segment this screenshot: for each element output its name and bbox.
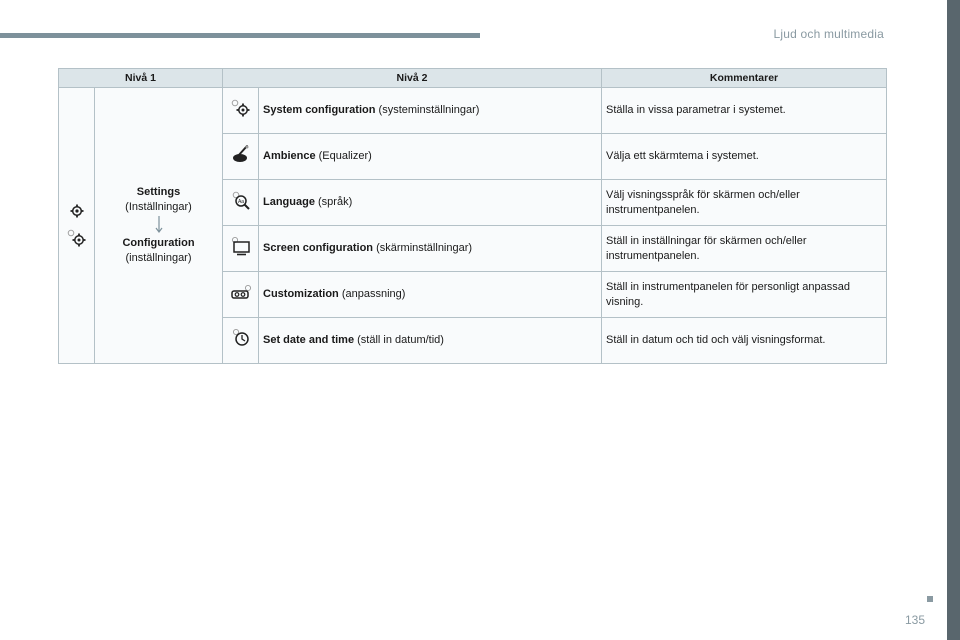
level2-subtitle: (Equalizer) xyxy=(315,150,372,162)
level2-subtitle: (skärminställningar) xyxy=(373,242,473,254)
level2-icon-cell xyxy=(223,226,259,272)
ambience-icon xyxy=(230,144,252,164)
table-row xyxy=(59,88,887,134)
level2-label-cell xyxy=(259,180,602,226)
comment-cell: Ställ in inställningar för skärmen och/eller instrumentpanelen. xyxy=(602,226,887,272)
level1-configuration-sublabel: (inställningar) xyxy=(125,252,192,264)
level2-title: Ambience xyxy=(263,150,316,162)
settings-menu-table xyxy=(58,68,887,364)
screen-configuration-icon xyxy=(230,236,252,256)
level1-settings-label: Settings xyxy=(136,186,181,198)
level2-title: Screen configuration xyxy=(263,242,374,254)
gear-icon xyxy=(70,204,84,218)
header-accent-bar xyxy=(0,33,480,38)
level2-icon-cell xyxy=(223,318,259,364)
level2-subtitle: (systeminställningar) xyxy=(375,104,480,116)
level2-title: Customization xyxy=(263,288,339,300)
comment-cell: Ställa in vissa parametrar i systemet. xyxy=(602,88,887,134)
level2-label-cell xyxy=(259,134,602,180)
level2-label-cell xyxy=(259,272,602,318)
column-header-level1: Nivå 1 xyxy=(59,69,223,88)
comment-cell: Ställ in instrumentpanelen för personligt anpassad visning. xyxy=(602,272,887,318)
page-marker xyxy=(927,596,933,602)
level2-subtitle: (ställ in datum/tid) xyxy=(354,334,444,346)
level2-icon-cell xyxy=(223,134,259,180)
comment-cell: Ställ in datum och tid och välj visningsformat. xyxy=(602,318,887,364)
page-side-bar xyxy=(947,0,960,640)
level2-label-cell xyxy=(259,226,602,272)
table-header-row xyxy=(59,69,887,88)
level2-icon-cell xyxy=(223,88,259,134)
level2-title: Set date and time xyxy=(263,334,355,346)
customization-icon xyxy=(230,284,252,300)
level1-configuration-label: Configuration xyxy=(122,237,195,249)
page-number: 135 xyxy=(905,613,926,627)
level2-title: Language xyxy=(263,196,315,208)
comment-cell: Välj visningsspråk för skärmen och/eller instrumentpanelen. xyxy=(602,180,887,226)
column-header-comments: Kommentarer xyxy=(602,69,887,88)
level2-subtitle: (språk) xyxy=(314,196,353,208)
level2-label-cell xyxy=(259,318,602,364)
clock-icon xyxy=(230,328,252,348)
level1-icon-cell xyxy=(59,88,95,364)
language-icon xyxy=(230,190,252,210)
level2-label-cell xyxy=(259,88,602,134)
double-gear-icon xyxy=(66,228,88,248)
level1-label-cell xyxy=(95,88,223,364)
system-configuration-icon xyxy=(229,98,253,118)
level2-subtitle: (anpassning) xyxy=(338,288,406,300)
level1-settings-sublabel: (Inställningar) xyxy=(125,201,192,213)
comment-cell: Välja ett skärmtema i systemet. xyxy=(602,134,887,180)
svg-text:Aa: Aa xyxy=(237,199,244,205)
level2-icon-cell xyxy=(223,180,259,226)
level2-title: System configuration xyxy=(263,104,376,116)
level2-icon-cell xyxy=(223,272,259,318)
section-title: Ljud och multimedia xyxy=(773,27,884,41)
arrow-down-icon xyxy=(155,216,163,236)
column-header-level2: Nivå 2 xyxy=(223,69,602,88)
